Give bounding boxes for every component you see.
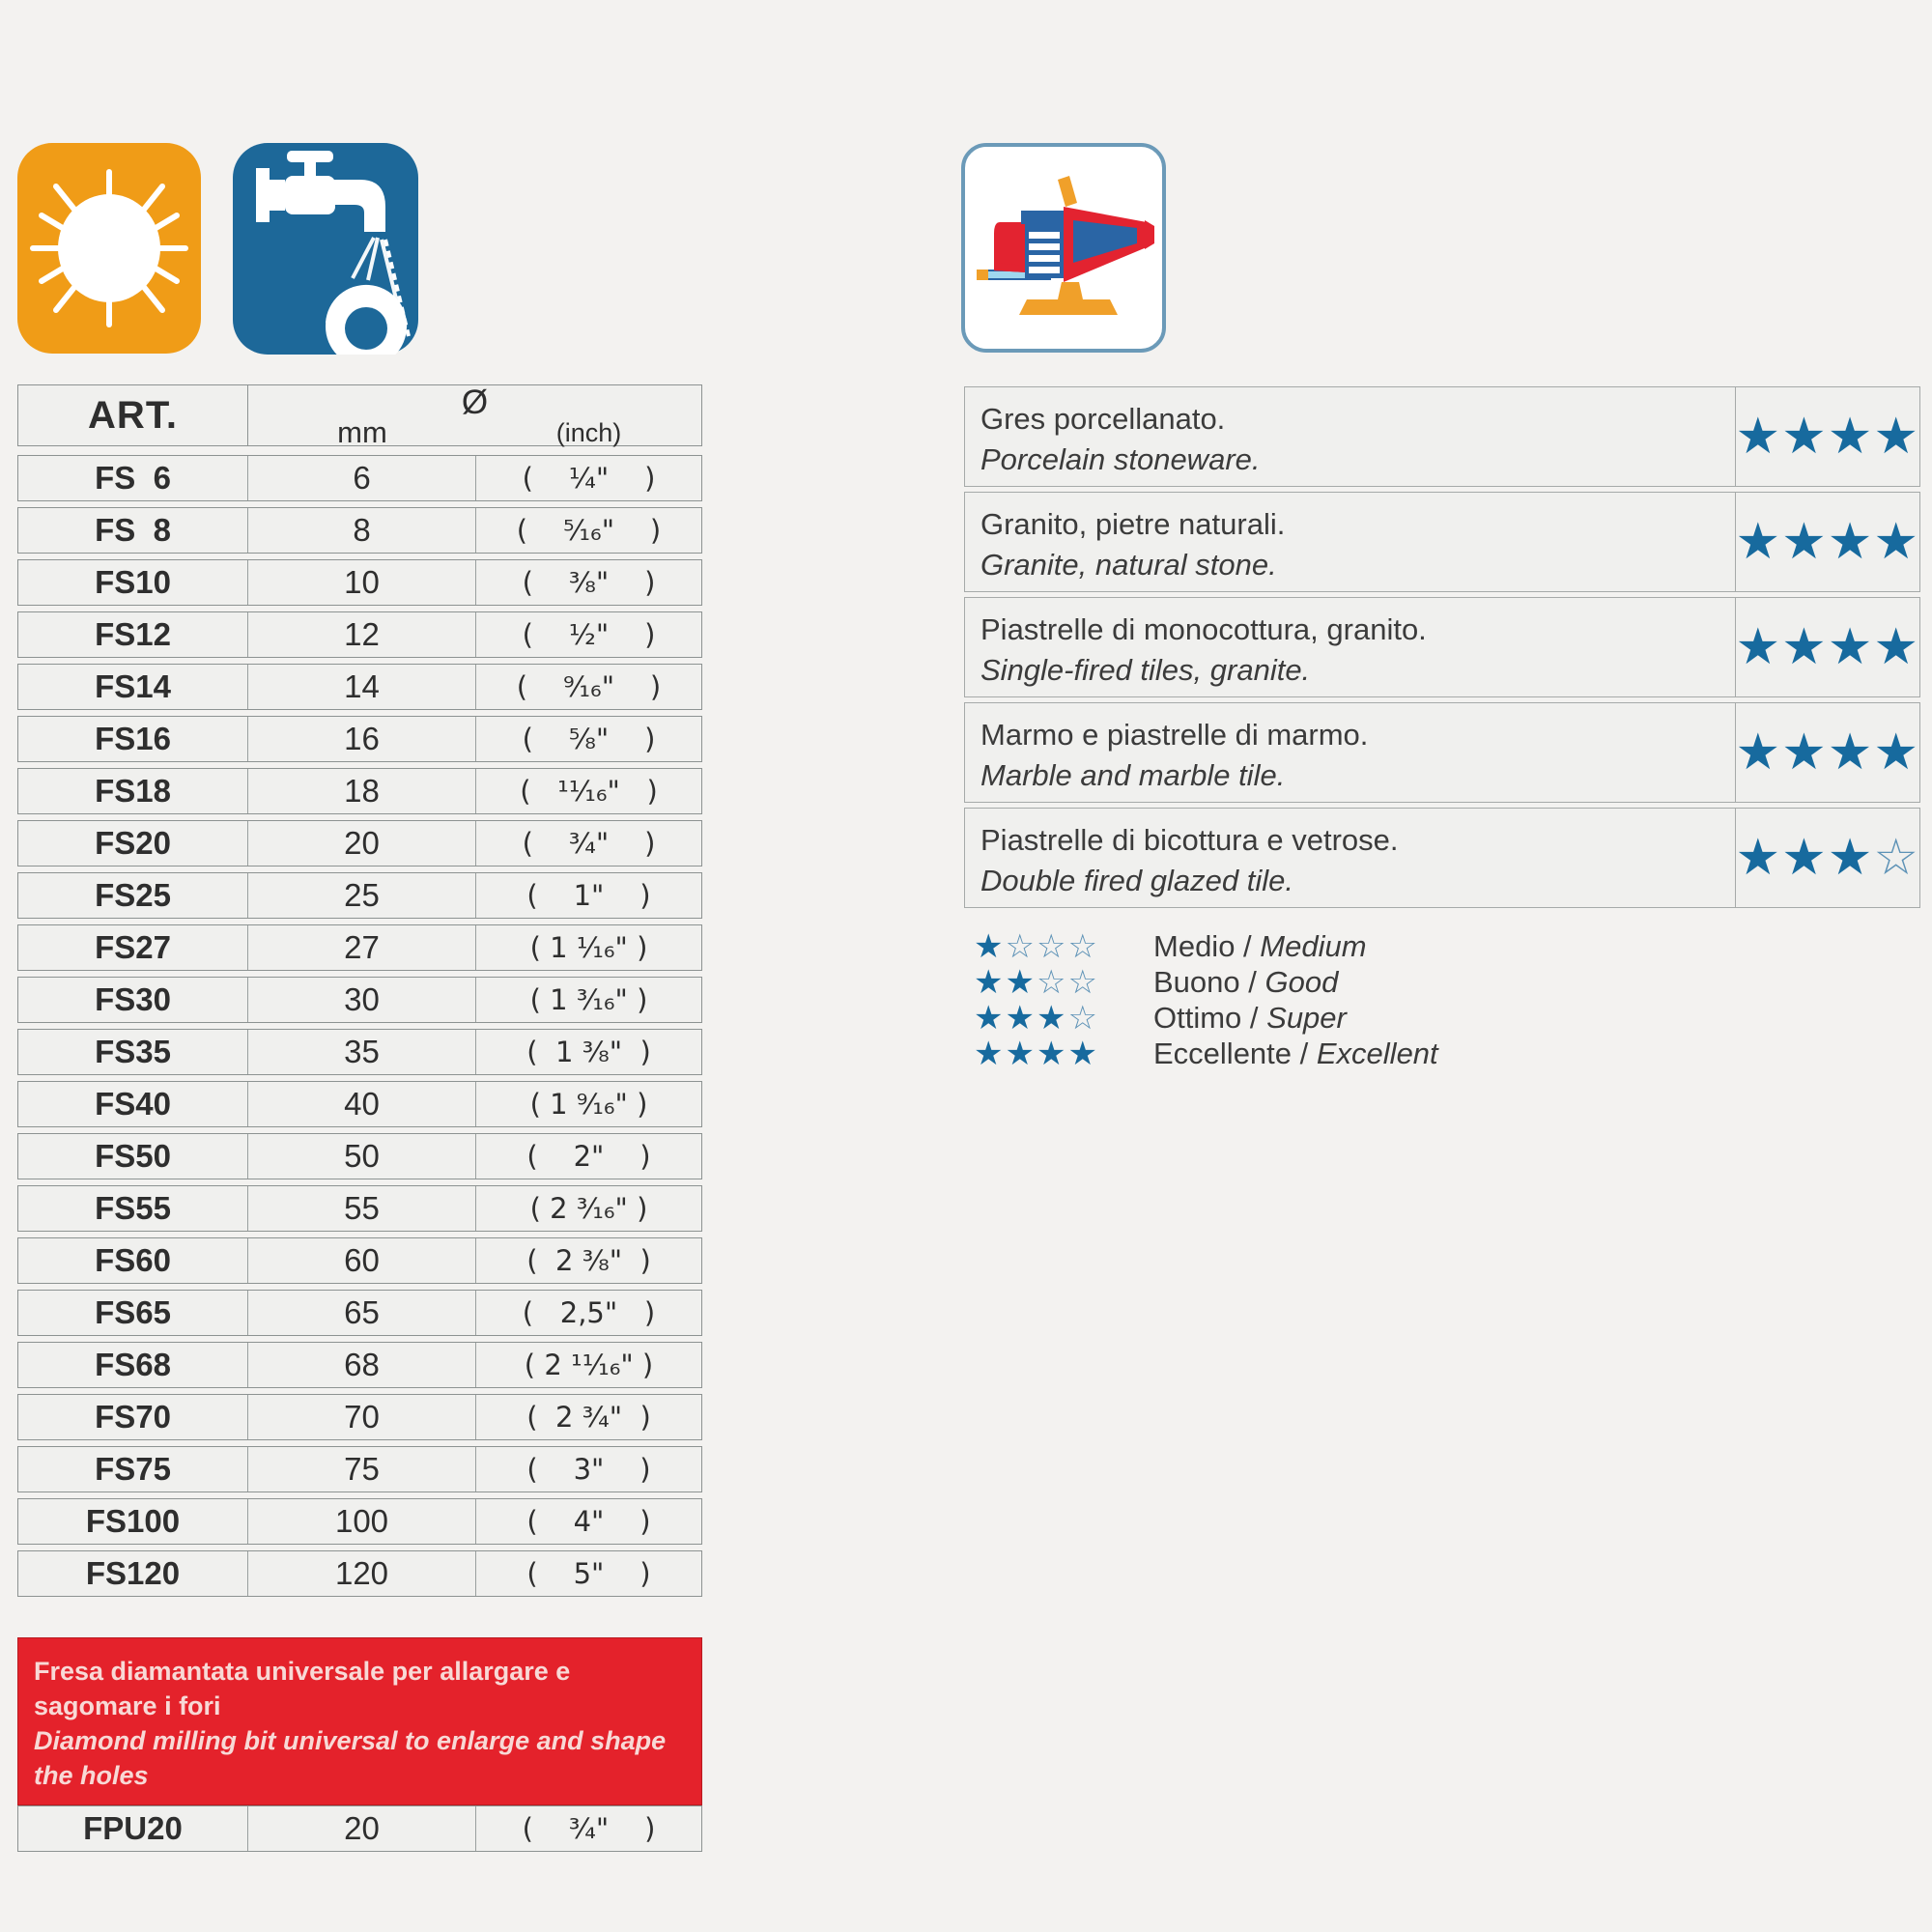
diameter-inch: ( 1 ¹⁄₁₆" ) [529, 931, 648, 964]
filled-stars-icon: ★★★★ [974, 1035, 1099, 1073]
spec-table-row [17, 1081, 702, 1127]
legend-label-italian: Medio [1153, 929, 1236, 963]
legend-label-english: Excellent [1316, 1037, 1438, 1070]
filled-stars-icon: ★★★★ [1735, 618, 1919, 676]
spec-table-row [17, 768, 702, 814]
spec-table-row [17, 1498, 702, 1545]
legend-label-italian: Buono [1153, 965, 1240, 999]
article-code: FS120 [18, 1551, 248, 1596]
diameter-mm: 65 [248, 1291, 476, 1335]
article-code: FS60 [18, 1238, 248, 1283]
material-name-english: Porcelain stoneware. [980, 442, 1261, 476]
article-code: FS 8 [18, 508, 248, 553]
diameter-inch: ( 4" ) [526, 1505, 651, 1538]
article-code: FS40 [18, 1082, 248, 1126]
diameter-inch: ( ³⁄₄" ) [522, 1812, 656, 1845]
spec-table-row [17, 559, 702, 606]
diameter-mm: 68 [248, 1343, 476, 1387]
header-diameter [248, 384, 701, 449]
angle-grinder-icon [961, 143, 1166, 353]
diameter-mm: 18 [248, 769, 476, 813]
diameter-inch: ( ¹⁄₄" ) [522, 462, 656, 495]
spec-table-row [17, 664, 702, 710]
banner-text-italian: Fresa diamantata universale per allargare e sagomare i fori [34, 1657, 571, 1720]
spec-table-row [17, 977, 702, 1023]
material-name [965, 703, 1736, 802]
empty-stars-icon: ☆☆ [1036, 963, 1099, 1002]
legend-label [1153, 965, 1338, 1000]
article-code: FS10 [18, 560, 248, 605]
diameter-inch: ( 1 ⁹⁄₁₆" ) [529, 1088, 648, 1121]
diameter-inch: ( ⁵⁄₈" ) [522, 723, 656, 755]
legend-stars [974, 1037, 1153, 1071]
article-code: FS12 [18, 612, 248, 657]
legend-label-separator: / [1292, 1037, 1317, 1070]
legend-label-english: Good [1264, 965, 1339, 999]
diameter-inch: ( ¹⁄₂" ) [522, 618, 656, 651]
legend-row [974, 1001, 1438, 1036]
article-code: FS65 [18, 1291, 248, 1335]
article-code: FS18 [18, 769, 248, 813]
material-name [965, 387, 1736, 486]
legend-label [1153, 929, 1367, 964]
spec-table-row [17, 1446, 702, 1492]
material-name-english: Single-fired tiles, granite. [980, 653, 1311, 687]
article-code: FS30 [18, 978, 248, 1022]
empty-stars-icon: ☆ [1873, 829, 1919, 887]
spec-table-row [17, 1342, 702, 1388]
dimensions-table-header [17, 384, 702, 449]
spec-table-row [17, 872, 702, 919]
spec-table-row [17, 1185, 702, 1232]
star-rating [1736, 809, 1919, 907]
legend-label [1153, 1001, 1347, 1036]
article-code: FS 6 [18, 456, 248, 500]
material-name-english: Granite, natural stone. [980, 548, 1277, 582]
diameter-inch: ( ³⁄₈" ) [522, 566, 656, 599]
diameter-inch: ( 1 ³⁄₈" ) [526, 1036, 651, 1068]
material-name-english: Double fired glazed tile. [980, 864, 1293, 897]
spec-table-row [17, 1029, 702, 1075]
article-code: FS70 [18, 1395, 248, 1439]
grinder-icon [965, 147, 1162, 349]
material-name-italian: Marmo e piastrelle di marmo. [980, 718, 1369, 752]
spec-table-row [17, 455, 702, 501]
dry-use-sun-icon [17, 143, 201, 354]
spec-table-row [17, 1290, 702, 1336]
spec-table-row [17, 1133, 702, 1179]
diameter-inch: ( ⁹⁄₁₆" ) [516, 670, 662, 703]
legend-label-italian: Eccellente [1153, 1037, 1293, 1070]
filled-stars-icon: ★ [974, 927, 1006, 966]
diameter-mm: 20 [248, 1806, 476, 1851]
legend-label-separator: / [1241, 1001, 1267, 1035]
diameter-mm: 25 [248, 873, 476, 918]
diameter-mm: 6 [248, 456, 476, 500]
legend-label [1153, 1037, 1438, 1071]
spec-table-row [17, 1237, 702, 1284]
star-rating [1736, 598, 1919, 696]
diameter-mm: 50 [248, 1134, 476, 1179]
legend-stars [974, 1001, 1153, 1036]
diameter-inch: ( 2 ³⁄₈" ) [526, 1244, 651, 1277]
material-name [965, 493, 1736, 591]
filled-stars-icon: ★★★ [1735, 829, 1874, 887]
legend-label-separator: / [1239, 965, 1265, 999]
diameter-inch: ( 1 ³⁄₁₆" ) [529, 983, 648, 1016]
diameter-mm: 20 [248, 821, 476, 866]
material-name-italian: Piastrelle di monocottura, granito. [980, 612, 1427, 646]
diameter-mm: 120 [248, 1551, 476, 1596]
material-name-italian: Piastrelle di bicottura e vetrose. [980, 823, 1399, 857]
banner-text-english: Diamond milling bit universal to enlarge and shape the holes [34, 1726, 667, 1790]
spec-table-row [17, 611, 702, 658]
article-code: FS100 [18, 1499, 248, 1544]
star-rating [1736, 387, 1919, 486]
star-rating [1736, 493, 1919, 591]
header-mm: mm [337, 415, 387, 449]
diameter-mm: 10 [248, 560, 476, 605]
header-art: ART. [18, 385, 248, 445]
material-name [965, 809, 1736, 907]
article-code: FS20 [18, 821, 248, 866]
rating-row [964, 808, 1920, 908]
diameter-mm: 75 [248, 1447, 476, 1492]
sun-icon [17, 143, 201, 354]
spec-table-row [17, 924, 702, 971]
article-code: FPU20 [18, 1806, 248, 1851]
dimensions-table [17, 384, 702, 1852]
filled-stars-icon: ★★★ [974, 999, 1068, 1037]
faucet-icon [233, 143, 418, 355]
empty-stars-icon: ☆ [1067, 999, 1099, 1037]
material-name-english: Marble and marble tile. [980, 758, 1286, 792]
diameter-mm: 100 [248, 1499, 476, 1544]
article-code: FS75 [18, 1447, 248, 1492]
diameter-mm: 16 [248, 717, 476, 761]
spec-table-row [17, 1394, 702, 1440]
legend-row [974, 965, 1438, 1000]
rating-row [964, 702, 1920, 803]
article-code: FS55 [18, 1186, 248, 1231]
diameter-symbol: Ø [461, 384, 489, 421]
article-code: FS35 [18, 1030, 248, 1074]
diameter-inch: ( 2 ³⁄₁₆" ) [529, 1192, 648, 1225]
rating-row [964, 597, 1920, 697]
legend-label-italian: Ottimo [1153, 1001, 1242, 1035]
diameter-inch: ( ¹¹⁄₁₆" ) [520, 775, 658, 808]
diameter-mm: 60 [248, 1238, 476, 1283]
article-code: FS50 [18, 1134, 248, 1179]
diameter-mm: 35 [248, 1030, 476, 1074]
rating-row [964, 492, 1920, 592]
diameter-mm: 8 [248, 508, 476, 553]
legend-stars [974, 929, 1153, 964]
article-code: FS25 [18, 873, 248, 918]
legend-stars [974, 965, 1153, 1000]
diameter-inch: ( 2 ³⁄₄" ) [526, 1401, 651, 1434]
spec-table-row [17, 820, 702, 867]
legend-row [974, 1037, 1438, 1071]
legend-row [974, 929, 1438, 964]
rating-legend [974, 929, 1438, 1072]
article-code: FS16 [18, 717, 248, 761]
star-rating [1736, 703, 1919, 802]
diameter-mm: 12 [248, 612, 476, 657]
material-name [965, 598, 1736, 696]
article-code: FS68 [18, 1343, 248, 1387]
diameter-mm: 27 [248, 925, 476, 970]
diameter-inch: ( 5" ) [526, 1557, 651, 1590]
filled-stars-icon: ★★ [974, 963, 1037, 1002]
header-inch: (inch) [555, 418, 622, 447]
material-ratings-table [964, 386, 1920, 913]
wet-use-faucet-icon [233, 143, 418, 355]
material-name-italian: Granito, pietre naturali. [980, 507, 1286, 541]
diameter-inch: ( 2 ¹¹⁄₁₆" ) [524, 1349, 654, 1381]
legend-label-english: Super [1266, 1001, 1347, 1035]
diameter-inch: ( 3" ) [526, 1453, 651, 1486]
spec-table-row [17, 1550, 702, 1597]
material-name-italian: Gres porcellanato. [980, 402, 1226, 436]
spec-table-row [17, 716, 702, 762]
universal-bit-banner [17, 1637, 702, 1805]
empty-stars-icon: ☆☆☆ [1005, 927, 1099, 966]
rating-row [964, 386, 1920, 487]
legend-label-separator: / [1235, 929, 1261, 963]
diameter-inch: ( 2,5" ) [522, 1296, 656, 1329]
legend-label-english: Medium [1260, 929, 1367, 963]
diameter-mm: 14 [248, 665, 476, 709]
diameter-inch: ( 2" ) [526, 1140, 651, 1173]
diameter-mm: 70 [248, 1395, 476, 1439]
spec-table-row-fpu [17, 1805, 702, 1852]
diameter-mm: 30 [248, 978, 476, 1022]
diameter-inch: ( ³⁄₄" ) [522, 827, 656, 860]
diameter-inch: ( 1" ) [526, 879, 651, 912]
filled-stars-icon: ★★★★ [1735, 408, 1919, 466]
filled-stars-icon: ★★★★ [1735, 513, 1919, 571]
article-code: FS27 [18, 925, 248, 970]
diameter-mm: 40 [248, 1082, 476, 1126]
article-code: FS14 [18, 665, 248, 709]
diameter-mm: 55 [248, 1186, 476, 1231]
diameter-units [248, 415, 701, 449]
spec-table-row [17, 507, 702, 554]
diameter-inch: ( ⁵⁄₁₆" ) [516, 514, 662, 547]
filled-stars-icon: ★★★★ [1735, 724, 1919, 781]
